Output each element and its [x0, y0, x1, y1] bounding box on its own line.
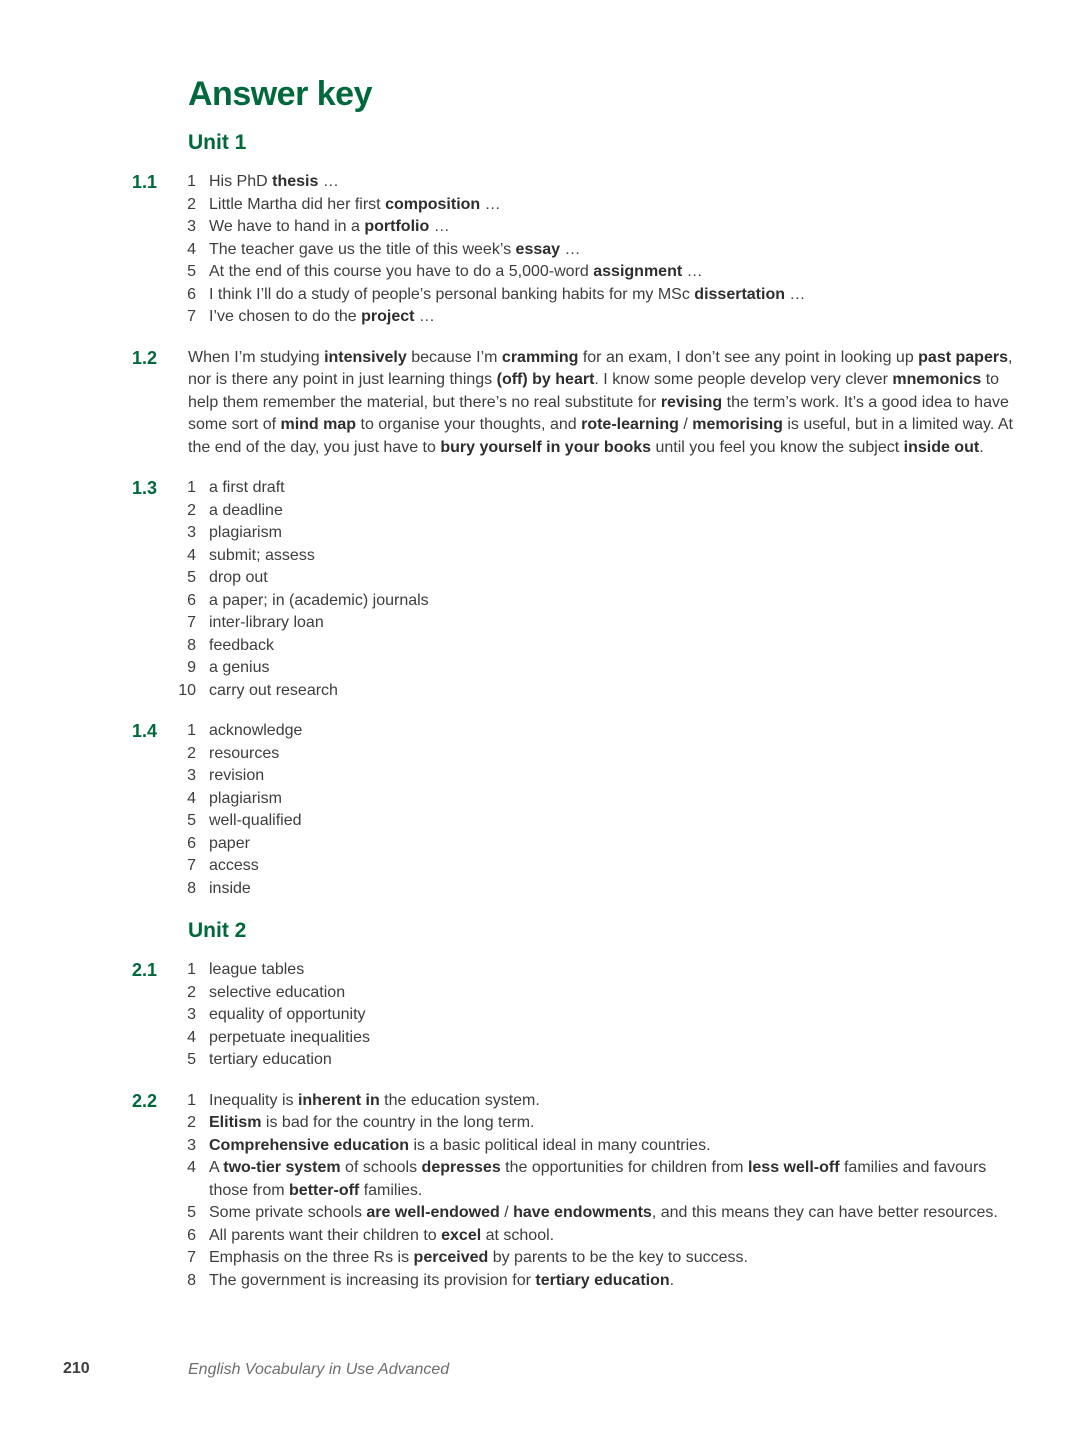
answer-item: [188, 833, 1016, 856]
answer-item: [188, 1247, 1016, 1270]
answer-item: [188, 765, 1016, 788]
bold-term: mind map: [280, 416, 357, 433]
item-number: 7: [187, 1249, 196, 1266]
bold-term: intensively: [324, 348, 407, 366]
item-text: At the end of this course you have to do a 5,000-word assignment …: [209, 263, 703, 280]
answer-item: [188, 1135, 1016, 1158]
item-number: 5: [187, 263, 196, 280]
bold-term: assignment: [593, 263, 683, 280]
answer-item: [188, 590, 1016, 613]
bold-term: inherent in: [297, 1091, 380, 1109]
answer-item: [188, 1027, 1016, 1050]
item-text: drop out: [209, 569, 268, 586]
bold-term: better-off: [289, 1181, 360, 1199]
item-number: 7: [187, 614, 196, 631]
bold-term: inside out: [903, 438, 980, 456]
item-number: 2: [187, 195, 196, 213]
exercise-paragraph: When I’m studying intensively because I’m cramming for an exam, I don’t see any point in looking up past papers, nor is there any point in just learning things (off) by heart. I know some people develop very clever mnemonics to help them remember the material, but there’s no real substitute for revising the term’s work. It’s a good idea to have some sort of mind map to organise your thoughts, and rote-learning / memorising is useful, but in a limited way. At the end of the day, you just have to bury yourself in your books until you feel you know the subject inside out.: [188, 348, 1013, 456]
item-text: equality of opportunity: [209, 1006, 366, 1023]
item-number: 1: [187, 722, 196, 739]
answer-list: [188, 171, 1016, 329]
exercise-number: 1.3: [132, 478, 158, 498]
answer-item: [188, 720, 1016, 743]
bold-term: memorising: [692, 416, 783, 433]
item-text: acknowledge: [209, 722, 303, 739]
item-number: 2: [187, 501, 196, 519]
item-number: 3: [187, 1006, 196, 1023]
item-number: 6: [187, 1226, 196, 1244]
exercise: [132, 477, 1016, 702]
bold-term: excel: [441, 1226, 482, 1244]
exercise-body: [188, 1090, 1016, 1293]
bold-term: project: [361, 308, 415, 325]
bold-term: two-tier system: [223, 1159, 341, 1176]
item-number: 10: [178, 681, 196, 699]
item-text: I think I’ll do a study of people’s personal banking habits for my MSc dissertation …: [209, 285, 806, 303]
page-content: [132, 74, 1016, 1310]
item-text: The teacher gave us the title of this week’s essay …: [209, 240, 581, 258]
item-number: 4: [187, 1028, 196, 1046]
unit-heading: Unit 2: [188, 919, 247, 942]
exercise: [132, 959, 1016, 1072]
item-number: 4: [187, 546, 196, 564]
bold-term: composition: [385, 195, 481, 213]
item-number: 8: [187, 879, 196, 897]
item-number: 3: [187, 218, 196, 235]
answer-item: [188, 261, 1016, 284]
bold-term: rote-learning: [581, 416, 679, 433]
item-text: a deadline: [209, 501, 283, 519]
page-title: Answer key: [188, 75, 372, 113]
answer-item: [188, 788, 1016, 811]
item-text: selective education: [209, 983, 346, 1001]
exercise: [132, 347, 1016, 460]
bold-term: less well-off: [747, 1159, 840, 1176]
answer-item: [188, 216, 1016, 239]
exercise-number: 2.2: [132, 1090, 158, 1111]
item-text: I’ve chosen to do the project …: [209, 308, 435, 325]
item-number: 1: [187, 173, 196, 190]
exercise: [132, 720, 1016, 900]
item-number: 5: [187, 1051, 196, 1068]
bold-term: depresses: [421, 1159, 501, 1176]
answer-item: [188, 545, 1016, 568]
answer-item: [188, 306, 1016, 329]
item-text: feedback: [209, 636, 274, 654]
item-number: 5: [187, 569, 196, 586]
bold-term: thesis: [272, 173, 319, 190]
bold-term: have endowments: [513, 1204, 652, 1221]
item-text: A two-tier system of schools depresses the opportunities for children from less well-off families and favours those from better-off families.: [209, 1159, 987, 1199]
footer-page-number: 210: [63, 1360, 90, 1377]
item-text: a paper; in (academic) journals: [209, 591, 429, 609]
answer-item: [188, 1004, 1016, 1027]
answer-item: [188, 878, 1016, 901]
item-number: 1: [187, 1091, 196, 1109]
exercise-body: [188, 959, 1016, 1072]
item-text: a genius: [209, 659, 270, 676]
answer-item: [188, 810, 1016, 833]
item-number: 4: [187, 1159, 196, 1176]
exercise-number: 1.1: [132, 172, 158, 192]
item-text: well-qualified: [209, 812, 302, 829]
item-text: access: [209, 857, 259, 874]
bold-term: dissertation: [694, 285, 785, 303]
item-number: 6: [187, 834, 196, 852]
answer-item: [188, 1090, 1016, 1113]
answer-item: [188, 477, 1016, 500]
item-number: 1: [187, 961, 196, 978]
answer-item: [188, 522, 1016, 545]
answer-item: [188, 239, 1016, 262]
answer-item: [188, 982, 1016, 1005]
item-text: submit; assess: [209, 546, 315, 564]
item-text: a first draft: [209, 479, 285, 496]
answer-list: [188, 1090, 1016, 1293]
answer-item: [188, 743, 1016, 766]
item-number: 2: [187, 983, 196, 1001]
bold-term: essay: [515, 240, 561, 258]
item-text: Some private schools are well-endowed / have endowments, and this means they can have better resources.: [209, 1204, 998, 1221]
item-text: carry out research: [209, 681, 338, 699]
bold-term: past papers: [918, 348, 1008, 366]
exercise-body: [188, 720, 1016, 900]
item-number: 4: [187, 789, 196, 807]
item-text: Little Martha did her first composition …: [209, 195, 501, 213]
answer-item: [188, 635, 1016, 658]
exercise-body: [178, 477, 1016, 702]
exercise-number: 1.4: [132, 721, 158, 741]
exercise: [132, 1090, 1016, 1293]
item-text: Emphasis on the three Rs is perceived by parents to be the key to success.: [209, 1249, 748, 1266]
item-number: 6: [187, 591, 196, 609]
answer-item: [188, 194, 1016, 217]
item-text: revision: [209, 767, 265, 784]
answer-item: [188, 657, 1016, 680]
bold-term: perceived: [413, 1249, 489, 1266]
bold-term: portfolio: [364, 218, 430, 235]
exercise-body: [188, 171, 1016, 329]
bold-term: cramming: [501, 348, 579, 366]
bold-term: are well-endowed: [366, 1204, 500, 1221]
footer-book-title: English Vocabulary in Use Advanced: [188, 1361, 450, 1378]
item-text: inter-library loan: [209, 614, 324, 631]
item-number: 2: [187, 744, 196, 762]
item-text: We have to hand in a portfolio …: [209, 218, 450, 235]
answer-item: [188, 1270, 1016, 1293]
item-text: paper: [209, 834, 250, 852]
answer-key-sections: [132, 130, 1016, 1292]
item-text: resources: [209, 744, 280, 762]
item-text: inside: [209, 879, 251, 897]
item-text: The government is increasing its provision for tertiary education.: [209, 1271, 675, 1289]
exercise-number: 2.1: [132, 960, 158, 980]
item-number: 2: [187, 1114, 196, 1131]
answer-item: [188, 171, 1016, 194]
item-text: plagiarism: [209, 789, 282, 807]
answer-item: [188, 284, 1016, 307]
bold-term: mnemonics: [892, 371, 982, 388]
item-number: 7: [187, 308, 196, 325]
item-number: 5: [187, 812, 196, 829]
item-number: 5: [187, 1204, 196, 1221]
item-number: 3: [187, 767, 196, 784]
item-text: tertiary education: [209, 1051, 332, 1068]
bold-term: tertiary education: [535, 1271, 670, 1289]
answer-list: [188, 720, 1016, 900]
answer-list: [178, 477, 1016, 702]
item-number: 1: [187, 479, 196, 496]
bold-term: Elitism: [209, 1114, 262, 1131]
item-text: Inequality is inherent in the education system.: [209, 1091, 540, 1109]
exercise-number: 1.2: [132, 347, 158, 368]
answer-list: [188, 959, 1016, 1072]
item-text: plagiarism: [209, 524, 282, 541]
item-number: 3: [187, 1136, 196, 1154]
item-number: 9: [187, 659, 196, 676]
item-number: 3: [187, 524, 196, 541]
item-number: 4: [187, 240, 196, 258]
item-number: 8: [187, 1271, 196, 1289]
item-text: All parents want their children to excel at school.: [209, 1226, 555, 1244]
unit-heading: Unit 1: [188, 131, 247, 154]
bold-term: revising: [660, 393, 723, 411]
bold-term: (off) by heart: [496, 371, 595, 388]
bold-term: Comprehensive education: [209, 1136, 410, 1154]
answer-item: [188, 1202, 1016, 1225]
answer-item: [188, 612, 1016, 635]
item-text: perpetuate inequalities: [209, 1028, 371, 1046]
answer-item: [188, 855, 1016, 878]
item-number: 8: [187, 636, 196, 654]
bold-term: bury yourself in your books: [440, 438, 652, 456]
item-text: league tables: [209, 961, 305, 978]
answer-item: [178, 680, 1016, 703]
item-text: Comprehensive education is a basic political ideal in many countries.: [209, 1136, 711, 1154]
answer-item: [188, 1157, 1016, 1202]
answer-item: [188, 500, 1016, 523]
answer-item: [188, 959, 1016, 982]
answer-item: [188, 1112, 1016, 1135]
item-number: 6: [187, 285, 196, 303]
exercise-body: [188, 347, 1016, 460]
answer-item: [188, 1225, 1016, 1248]
answer-item: [188, 1049, 1016, 1072]
exercise: [132, 171, 1016, 329]
item-text: Elitism is bad for the country in the long term.: [209, 1114, 535, 1131]
item-number: 7: [187, 857, 196, 874]
answer-item: [188, 567, 1016, 590]
item-text: His PhD thesis …: [209, 173, 339, 190]
